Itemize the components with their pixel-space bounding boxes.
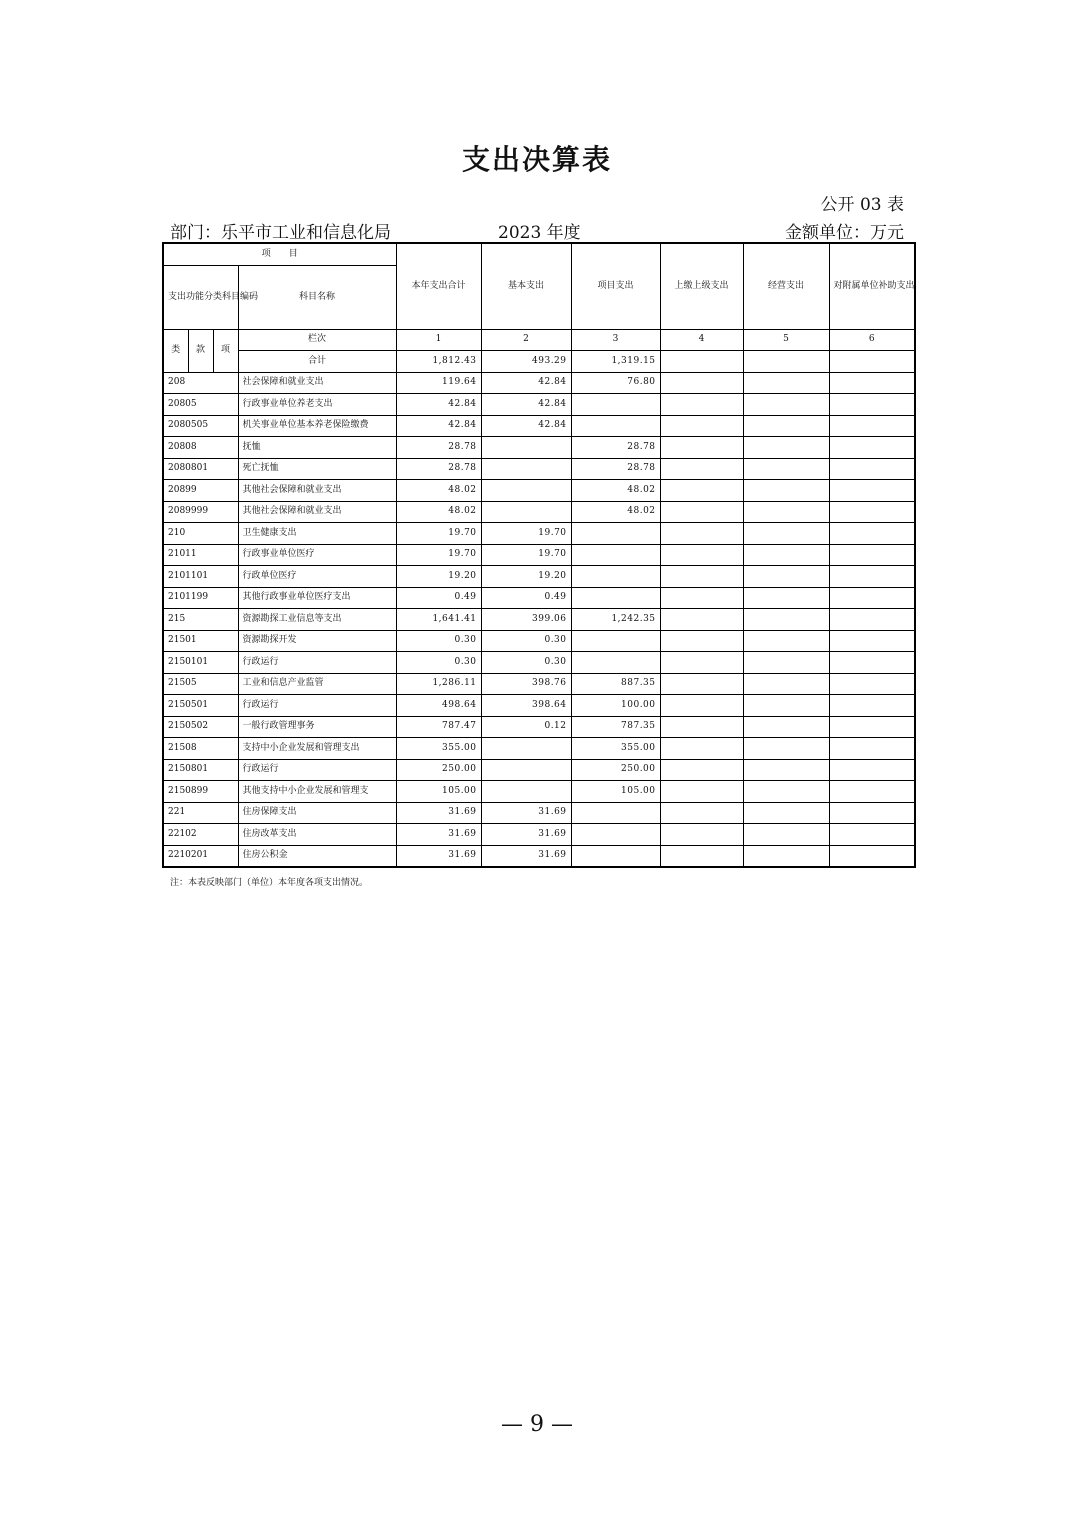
cell-subject-name: 其他行政事业单位医疗支出	[238, 587, 396, 609]
cell-business	[743, 759, 829, 781]
cell-basic: 398.76	[481, 673, 571, 695]
table-row	[163, 609, 915, 631]
cell-business	[743, 372, 829, 394]
cell-subject-name: 抚恤	[238, 437, 396, 459]
cell-total: 1,286.11	[396, 673, 481, 695]
header-upper: 上缴上级支出	[660, 243, 743, 329]
cell-total: 28.78	[396, 437, 481, 459]
cell-basic: 42.84	[481, 372, 571, 394]
cell-subsidy	[829, 587, 915, 609]
cell-subject-name: 社会保障和就业支出	[238, 372, 396, 394]
table-row	[163, 394, 915, 416]
cell-subject-name: 资源勘探工业信息等支出	[238, 609, 396, 631]
total-label: 合计	[238, 351, 396, 373]
cell-business	[743, 437, 829, 459]
cell-upper	[660, 372, 743, 394]
cell-code: 2150101	[163, 652, 238, 674]
header-kuan: 款	[188, 329, 213, 372]
cell-project: 76.80	[571, 372, 660, 394]
table-row	[163, 523, 915, 545]
cell-business	[743, 781, 829, 803]
total-project: 1,319.15	[571, 351, 660, 373]
table-row	[163, 652, 915, 674]
expenditure-table	[162, 242, 916, 868]
cell-subsidy	[829, 738, 915, 760]
cell-upper	[660, 394, 743, 416]
cell-subject-name: 工业和信息产业监管	[238, 673, 396, 695]
cell-total: 42.84	[396, 415, 481, 437]
cell-subsidy	[829, 415, 915, 437]
cell-code: 2101199	[163, 587, 238, 609]
cell-subsidy	[829, 759, 915, 781]
cell-code: 2080505	[163, 415, 238, 437]
cell-code: 2150501	[163, 695, 238, 717]
cell-subject-name: 行政事业单位医疗	[238, 544, 396, 566]
cell-total: 0.49	[396, 587, 481, 609]
cell-code: 20805	[163, 394, 238, 416]
cell-project	[571, 630, 660, 652]
cell-total: 355.00	[396, 738, 481, 760]
cell-subsidy	[829, 566, 915, 588]
cell-business	[743, 824, 829, 846]
cell-subsidy	[829, 673, 915, 695]
cell-basic	[481, 458, 571, 480]
cell-subject-name: 行政事业单位养老支出	[238, 394, 396, 416]
header-lei: 类	[163, 329, 188, 372]
cell-total: 0.30	[396, 652, 481, 674]
header-subject-name: 科目名称	[238, 265, 396, 329]
cell-upper	[660, 759, 743, 781]
cell-subsidy	[829, 372, 915, 394]
cell-code: 2089999	[163, 501, 238, 523]
col-num-6: 6	[829, 329, 915, 351]
cell-code: 21011	[163, 544, 238, 566]
form-number: 公开 03 表	[820, 195, 904, 215]
cell-business	[743, 630, 829, 652]
cell-basic: 0.30	[481, 652, 571, 674]
cell-code: 20808	[163, 437, 238, 459]
cell-project: 355.00	[571, 738, 660, 760]
cell-basic	[481, 759, 571, 781]
table-row	[163, 738, 915, 760]
cell-project	[571, 394, 660, 416]
cell-code: 21505	[163, 673, 238, 695]
cell-business	[743, 480, 829, 502]
cell-basic	[481, 738, 571, 760]
cell-total: 119.64	[396, 372, 481, 394]
year-label: 2023 年度	[498, 223, 581, 243]
cell-business	[743, 716, 829, 738]
cell-subsidy	[829, 394, 915, 416]
header-business: 经营支出	[743, 243, 829, 329]
cell-subsidy	[829, 544, 915, 566]
cell-total: 31.69	[396, 845, 481, 867]
cell-subsidy	[829, 802, 915, 824]
header-basic: 基本支出	[481, 243, 571, 329]
cell-code: 208	[163, 372, 238, 394]
cell-subsidy	[829, 781, 915, 803]
cell-code: 2080801	[163, 458, 238, 480]
cell-upper	[660, 415, 743, 437]
cell-code: 221	[163, 802, 238, 824]
cell-basic: 42.84	[481, 394, 571, 416]
cell-project	[571, 824, 660, 846]
cell-total: 19.70	[396, 544, 481, 566]
cell-total: 787.47	[396, 716, 481, 738]
cell-total: 19.70	[396, 523, 481, 545]
cell-subsidy	[829, 501, 915, 523]
cell-code: 2150899	[163, 781, 238, 803]
table-row	[163, 781, 915, 803]
cell-upper	[660, 738, 743, 760]
cell-upper	[660, 824, 743, 846]
table-row	[163, 458, 915, 480]
cell-upper	[660, 437, 743, 459]
cell-subject-name: 机关事业单位基本养老保险缴费	[238, 415, 396, 437]
cell-upper	[660, 480, 743, 502]
cell-basic: 19.70	[481, 523, 571, 545]
cell-code: 2150801	[163, 759, 238, 781]
header-lanci: 栏次	[238, 329, 396, 351]
col-num-3: 3	[571, 329, 660, 351]
cell-project: 105.00	[571, 781, 660, 803]
page-title: 支出决算表	[461, 143, 612, 176]
cell-subject-name: 资源勘探开发	[238, 630, 396, 652]
cell-business	[743, 845, 829, 867]
cell-subject-name: 行政运行	[238, 695, 396, 717]
cell-code: 21508	[163, 738, 238, 760]
table-row	[163, 544, 915, 566]
cell-upper	[660, 501, 743, 523]
header-xiang: 项	[213, 329, 238, 372]
cell-code: 215	[163, 609, 238, 631]
cell-business	[743, 523, 829, 545]
cell-business	[743, 566, 829, 588]
cell-total: 28.78	[396, 458, 481, 480]
cell-basic: 19.20	[481, 566, 571, 588]
col-num-4: 4	[660, 329, 743, 351]
table-row	[163, 501, 915, 523]
table-row	[163, 480, 915, 502]
cell-total: 498.64	[396, 695, 481, 717]
cell-business	[743, 609, 829, 631]
cell-project	[571, 802, 660, 824]
cell-basic: 31.69	[481, 802, 571, 824]
cell-code: 22102	[163, 824, 238, 846]
cell-subject-name: 其他社会保障和就业支出	[238, 501, 396, 523]
cell-basic: 0.49	[481, 587, 571, 609]
cell-basic: 31.69	[481, 824, 571, 846]
cell-project	[571, 544, 660, 566]
cell-subject-name: 其他社会保障和就业支出	[238, 480, 396, 502]
col-num-2: 2	[481, 329, 571, 351]
table-row	[163, 566, 915, 588]
cell-basic: 399.06	[481, 609, 571, 631]
col-num-1: 1	[396, 329, 481, 351]
table-row	[163, 845, 915, 867]
cell-project: 1,242.35	[571, 609, 660, 631]
cell-business	[743, 738, 829, 760]
cell-subsidy	[829, 437, 915, 459]
cell-business	[743, 802, 829, 824]
cell-subsidy	[829, 695, 915, 717]
cell-total: 31.69	[396, 824, 481, 846]
cell-subsidy	[829, 458, 915, 480]
cell-subsidy	[829, 845, 915, 867]
cell-project	[571, 845, 660, 867]
table-note: 注：本表反映部门（单位）本年度各项支出情况。	[170, 878, 369, 888]
cell-code: 2101101	[163, 566, 238, 588]
cell-subject-name: 住房保障支出	[238, 802, 396, 824]
cell-subject-name: 住房改革支出	[238, 824, 396, 846]
cell-total: 0.30	[396, 630, 481, 652]
table-row	[163, 372, 915, 394]
cell-project: 48.02	[571, 501, 660, 523]
cell-total: 1,641.41	[396, 609, 481, 631]
cell-business	[743, 673, 829, 695]
cell-project	[571, 415, 660, 437]
cell-code: 2210201	[163, 845, 238, 867]
cell-business	[743, 695, 829, 717]
cell-subsidy	[829, 630, 915, 652]
cell-subsidy	[829, 480, 915, 502]
cell-project: 787.35	[571, 716, 660, 738]
cell-basic: 42.84	[481, 415, 571, 437]
cell-project: 100.00	[571, 695, 660, 717]
cell-basic: 0.30	[481, 630, 571, 652]
cell-upper	[660, 630, 743, 652]
cell-total: 31.69	[396, 802, 481, 824]
table-row	[163, 587, 915, 609]
cell-upper	[660, 587, 743, 609]
cell-upper	[660, 802, 743, 824]
cell-basic: 0.12	[481, 716, 571, 738]
cell-upper	[660, 609, 743, 631]
cell-total: 19.20	[396, 566, 481, 588]
cell-basic	[481, 501, 571, 523]
cell-upper	[660, 458, 743, 480]
header-func-code: 支出功能分类科目编码	[163, 265, 238, 329]
table-row	[163, 673, 915, 695]
table-row	[163, 824, 915, 846]
header-total: 本年支出合计	[396, 243, 481, 329]
table-row	[163, 415, 915, 437]
cell-business	[743, 544, 829, 566]
cell-upper	[660, 695, 743, 717]
cell-upper	[660, 652, 743, 674]
cell-basic	[481, 437, 571, 459]
cell-project: 28.78	[571, 437, 660, 459]
cell-basic	[481, 781, 571, 803]
cell-subject-name: 卫生健康支出	[238, 523, 396, 545]
col-num-5: 5	[743, 329, 829, 351]
cell-upper	[660, 845, 743, 867]
table-row	[163, 630, 915, 652]
cell-subsidy	[829, 716, 915, 738]
header-project-expense: 项目支出	[571, 243, 660, 329]
page-number: — 9 —	[501, 1412, 573, 1437]
cell-project: 887.35	[571, 673, 660, 695]
cell-total: 42.84	[396, 394, 481, 416]
cell-business	[743, 652, 829, 674]
cell-business	[743, 587, 829, 609]
cell-subject-name: 住房公积金	[238, 845, 396, 867]
cell-subject-name: 一般行政管理事务	[238, 716, 396, 738]
cell-project: 250.00	[571, 759, 660, 781]
cell-upper	[660, 566, 743, 588]
cell-project	[571, 523, 660, 545]
cell-total: 250.00	[396, 759, 481, 781]
total-amount: 1,812.43	[396, 351, 481, 373]
cell-code: 2150502	[163, 716, 238, 738]
cell-subject-name: 其他支持中小企业发展和管理支	[238, 781, 396, 803]
cell-basic: 31.69	[481, 845, 571, 867]
cell-project	[571, 587, 660, 609]
cell-subject-name: 行政运行	[238, 652, 396, 674]
cell-subsidy	[829, 652, 915, 674]
table-row	[163, 802, 915, 824]
table-row	[163, 437, 915, 459]
cell-project: 28.78	[571, 458, 660, 480]
total-basic: 493.29	[481, 351, 571, 373]
header-subsidy: 对附属单位补助支出	[829, 243, 915, 329]
cell-subject-name: 行政运行	[238, 759, 396, 781]
cell-code: 210	[163, 523, 238, 545]
table-row	[163, 695, 915, 717]
cell-upper	[660, 544, 743, 566]
unit-label: 金额单位：万元	[785, 223, 904, 243]
table-row	[163, 716, 915, 738]
cell-basic: 398.64	[481, 695, 571, 717]
cell-subject-name: 支持中小企业发展和管理支出	[238, 738, 396, 760]
cell-basic: 19.70	[481, 544, 571, 566]
cell-basic	[481, 480, 571, 502]
cell-project: 48.02	[571, 480, 660, 502]
cell-project	[571, 566, 660, 588]
cell-project	[571, 652, 660, 674]
cell-total: 105.00	[396, 781, 481, 803]
cell-subsidy	[829, 523, 915, 545]
cell-total: 48.02	[396, 480, 481, 502]
header-project: 项 目	[163, 243, 396, 265]
department-label: 部门：乐平市工业和信息化局	[170, 223, 391, 243]
cell-business	[743, 415, 829, 437]
table-row	[163, 759, 915, 781]
cell-upper	[660, 781, 743, 803]
cell-upper	[660, 673, 743, 695]
cell-upper	[660, 523, 743, 545]
cell-upper	[660, 716, 743, 738]
cell-subject-name: 死亡抚恤	[238, 458, 396, 480]
cell-subsidy	[829, 824, 915, 846]
cell-code: 20899	[163, 480, 238, 502]
cell-business	[743, 501, 829, 523]
cell-subsidy	[829, 609, 915, 631]
cell-code: 21501	[163, 630, 238, 652]
cell-subject-name: 行政单位医疗	[238, 566, 396, 588]
cell-business	[743, 458, 829, 480]
cell-total: 48.02	[396, 501, 481, 523]
cell-business	[743, 394, 829, 416]
